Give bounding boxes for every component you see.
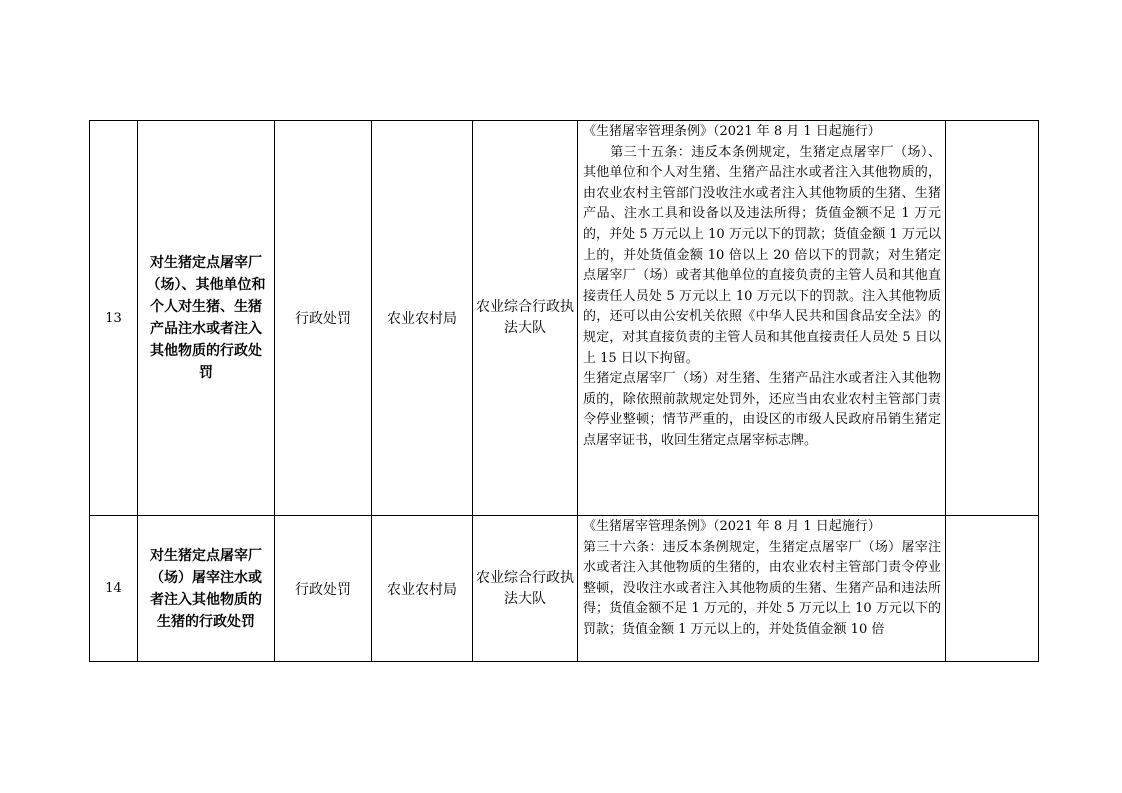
basis-paragraph: 第三十六条：违反本条例规定，生猪定点屠宰厂（场）屠宰注水或者注入其他物质的生猪的，由农业农村主管部门责令停业整顿，没收注水或者注入其他物质的生猪、生猪产品和违法所得；货值金额不足 1 万元的，并处 5 万元以上 10 万元以下的罚款；货值金额 1 万元以上的，并处货值金额 10 倍: [583, 539, 941, 637]
penalty-type: 行政处罚: [275, 516, 372, 662]
basis-title: 《生猪屠宰管理条例》（2021 年 8 月 1 日起施行）: [583, 519, 881, 534]
penalty-type: 行政处罚: [275, 121, 372, 516]
table-row: [90, 121, 1039, 516]
row-number: 13: [90, 121, 138, 516]
row-number: 14: [90, 516, 138, 662]
table-row: [90, 516, 1039, 662]
enforcement-team: 农业综合行政执法大队: [473, 516, 578, 662]
legal-basis: [578, 121, 946, 516]
responsible-department: 农业农村局: [372, 121, 473, 516]
enforcement-team: 农业综合行政执法大队: [473, 121, 578, 516]
penalty-item-name: 对生猪定点屠宰厂（场）、其他单位和个人对生猪、生猪产品注水或者注入其他物质的行政处罚: [138, 121, 275, 516]
basis-title: 《生猪屠宰管理条例》（2021 年 8 月 1 日起施行）: [583, 124, 881, 139]
penalty-table: [89, 120, 1039, 662]
remarks-cell: [946, 121, 1039, 516]
remarks-cell: [946, 516, 1039, 662]
penalty-item-name: 对生猪定点屠宰厂（场）屠宰注水或者注入其他物质的生猪的行政处罚: [138, 516, 275, 662]
basis-paragraph: 第三十五条：违反本条例规定，生猪定点屠宰厂（场）、其他单位和个人对生猪、生猪产品注水或者注入其他物质的，由农业农村主管部门没收注水或者注入其他物质的生猪、生猪产品、注水工具和设备以及违法所得；货值金额不足 1 万元的，并处 5 万元以上 10 万元以下的罚款；货值金额 1 万元以上的，并处货值金额 10 倍以上 20 倍以下的罚款；对生猪定点屠宰厂（场）或者其他单位的直接负责的主管人员和其他直接责任人员处 5 万元以上 10 万元以下的罚款。注入其他物质的，还可以由公安机关依照《中华人民共和国食品安全法》的规定，对其直接负责的主管人员和其他直接责任人员处 5 日以上 15 日以下拘留。: [583, 144, 941, 366]
responsible-department: 农业农村局: [372, 516, 473, 662]
legal-basis: [578, 516, 946, 662]
basis-paragraph: 生猪定点屠宰厂（场）对生猪、生猪产品注水或者注入其他物质的，除依照前款规定处罚外，还应当由农业农村主管部门责令停业整顿；情节严重的，由设区的市级人民政府吊销生猪定点屠宰证书，收回生猪定点屠宰标志牌。: [583, 371, 941, 448]
